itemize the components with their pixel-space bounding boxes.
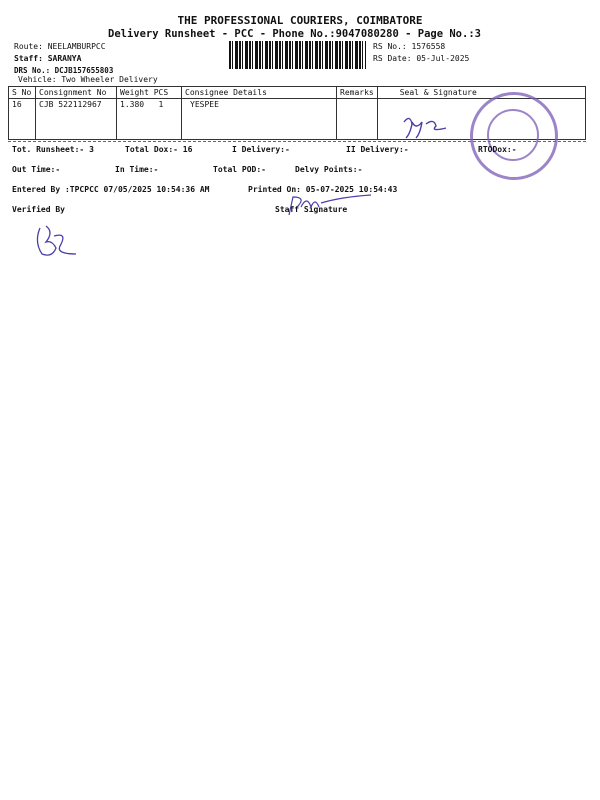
barcode	[229, 41, 366, 69]
document-title: THE PROFESSIONAL COURIERS, COIMBATORE	[177, 14, 423, 27]
verified-by: Verified By	[12, 205, 65, 214]
rs-date: RS Date: 05-Jul-2025	[373, 54, 470, 63]
second-delivery: II Delivery:-	[346, 145, 409, 154]
staff-signature-label: Staff Signature	[275, 205, 348, 214]
rto-dox: RTODox:-	[478, 145, 517, 154]
cell-consignee: YESPEE	[182, 99, 337, 140]
total-dox: Total Dox:- 16	[125, 145, 193, 154]
cell-consignment: CJB 522112967	[36, 99, 117, 140]
route: Route: NEELAMBURPCC	[14, 42, 106, 51]
drs-number: DRS No.: DCJB157655803	[14, 66, 114, 75]
printed-on: Printed On: 05-07-2025 10:54:43	[248, 185, 398, 194]
cell-remarks	[337, 99, 378, 140]
delivery-points: Delvy Points:-	[295, 165, 363, 174]
cell-sno: 16	[9, 99, 36, 140]
cell-weight-pcs	[117, 99, 182, 140]
col-sno: S No	[9, 87, 36, 99]
first-delivery: I Delivery:-	[232, 145, 290, 154]
total-runsheet: Tot. Runsheet:- 3	[12, 145, 94, 154]
receiver-signature	[400, 112, 450, 140]
col-remarks: Remarks	[337, 87, 378, 99]
total-pod: Total POD:-	[213, 165, 266, 174]
col-seal: Seal & Signature	[377, 87, 585, 99]
staff-signature	[285, 193, 375, 217]
col-consignment: Consignment No	[36, 87, 117, 99]
document-subtitle: Delivery Runsheet - PCC - Phone No.:9047080280 - Page No.:3	[108, 28, 481, 40]
staff: Staff: SARANYA	[14, 54, 82, 63]
col-consignee: Consignee Details	[182, 87, 337, 99]
rs-number: RS No.: 1576558	[373, 42, 446, 51]
out-time: Out Time:-	[12, 165, 61, 174]
pcs: 1	[158, 100, 164, 109]
vehicle: Vehicle: Two Wheeler Delivery	[18, 75, 158, 84]
in-time: In Time:-	[115, 165, 159, 174]
entered-by: Entered By :TPCPCC 07/05/2025 10:54:36 AM	[12, 185, 210, 194]
col-weight-pcs: Weight PCS	[117, 87, 182, 99]
weight: 1.380	[120, 100, 145, 109]
verifier-signature	[32, 222, 82, 262]
company-stamp	[470, 92, 558, 180]
